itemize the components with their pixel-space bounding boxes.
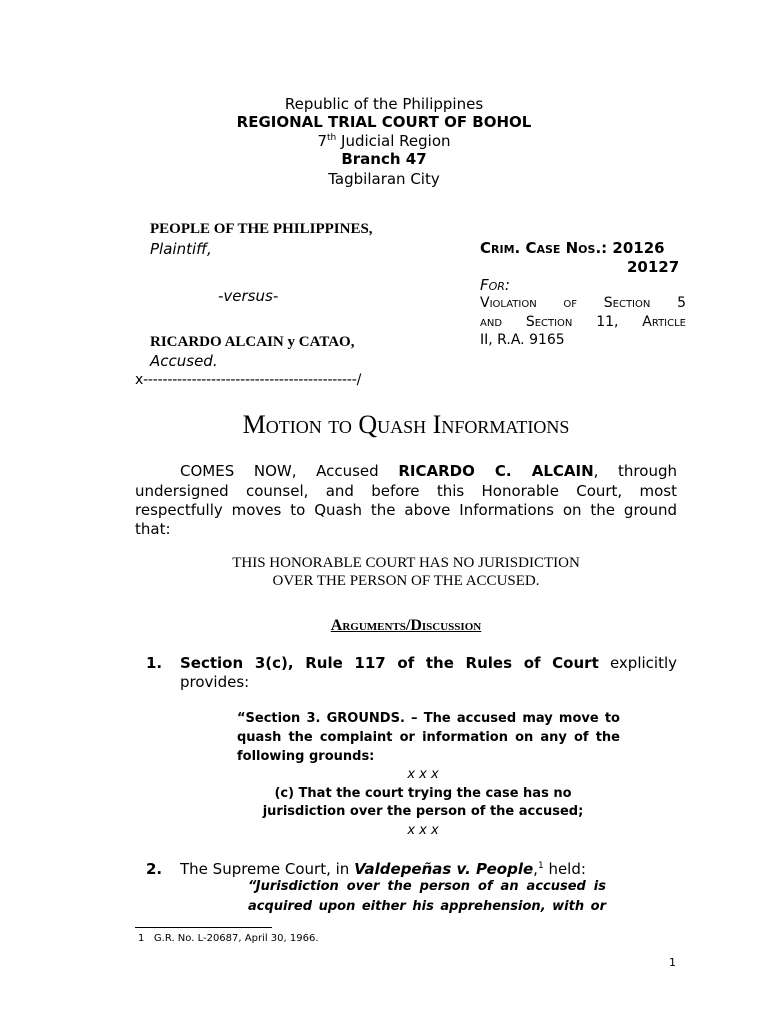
intro-accused-name: RICARDO C. ALCAIN <box>398 462 594 480</box>
item-2-line: The Supreme Court, in Valdepeñas v. People,$^1$ held: <box>180 860 586 878</box>
quote-1-line-1: “Section 3. GROUNDS. – The accused may move to <box>237 711 620 726</box>
case-number-1: 20126 <box>612 239 665 257</box>
case-number-label: Crim. Case Nos.: <box>480 239 608 257</box>
intro-text-b: , through <box>593 462 677 480</box>
item-1-number: 1. <box>146 654 163 672</box>
quote-1-line-5: jurisdiction over the person of the accused; <box>262 804 584 819</box>
for-label: For: <box>480 276 510 294</box>
plaintiff-name: PEOPLE OF THE PHILIPPINES, <box>150 221 373 237</box>
header-city: Tagbilaran City <box>328 170 440 188</box>
intro-line-4: that: <box>135 520 171 538</box>
footnote <box>138 933 319 944</box>
charge-line-3: II, R.A. 9165 <box>480 332 565 348</box>
item-1-rule-citation: Section 3(c), Rule 117 of the Rules of Court <box>180 654 599 672</box>
case-number-2: 20127 <box>627 258 680 276</box>
header-branch: Branch 47 <box>341 150 427 168</box>
intro-line-2: undersigned counsel, and before this Honorable Court, most <box>135 482 677 500</box>
header-judicial-region <box>0 132 768 150</box>
charge-line-1: Violation of Section 5 <box>480 295 686 311</box>
plaintiff-role: Plaintiff, <box>150 240 212 258</box>
versus-label: -versus- <box>218 287 279 305</box>
footnote-separator <box>135 927 272 928</box>
accused-name: RICARDO ALCAIN y CATAO, <box>150 334 355 350</box>
document-title: Motion to Quash Informations <box>242 410 570 439</box>
header-court-name: REGIONAL TRIAL COURT OF BOHOL <box>236 113 532 131</box>
item-1-line-2: provides: <box>180 673 250 691</box>
ground-line-2: OVER THE PERSON OF THE ACCUSED. <box>272 573 540 589</box>
ground-line-1: THIS HONORABLE COURT HAS NO JURISDICTION <box>232 555 580 571</box>
case-number-line-1 <box>480 239 665 257</box>
region-number: 7 <box>317 132 328 150</box>
quote-1-ellipsis-2: x x x <box>407 823 439 838</box>
quote-1-line-2: quash the complaint or information on any of the <box>237 730 620 745</box>
page-number: 1 <box>669 956 676 969</box>
header-republic: Republic of the Philippines <box>284 95 484 113</box>
region-text: Judicial Region <box>336 132 451 150</box>
quote-1-line-4: (c) That the court trying the case has no <box>274 786 572 801</box>
item-1-text: explicitly <box>598 654 677 672</box>
quote-2-line-1: “Jurisdiction over the person of an accused is <box>248 879 606 894</box>
item-2-case-name: Valdepeñas v. People <box>354 860 534 878</box>
region-ordinal: th <box>327 133 337 143</box>
item-2-number: 2. <box>146 860 163 878</box>
intro-text-a: COMES NOW, Accused <box>180 462 399 480</box>
quote-1-line-3: following grounds: <box>237 749 375 764</box>
item-1-line-1 <box>180 654 677 672</box>
charge-line-2: and Section 11, Article <box>480 314 686 330</box>
caption-divider: x--------------------------------------------/ <box>135 372 362 388</box>
item-2-text-a: The Supreme Court, in <box>180 860 355 878</box>
item-2-footnote-mark[interactable]: 1 <box>537 861 544 871</box>
item-2-text-b: held: <box>543 860 586 878</box>
intro-line-3: respectfully moves to Quash the above Informations on the ground <box>135 501 677 519</box>
section-heading: Arguments/Discussion <box>330 617 482 634</box>
intro-line-1 <box>180 462 677 480</box>
accused-role: Accused. <box>150 352 218 370</box>
footnote-mark: 1 <box>138 933 145 944</box>
quote-1-ellipsis-1: x x x <box>407 767 439 782</box>
footnote-text: G.R. No. L-20687, April 30, 1966. <box>153 933 319 944</box>
quote-2-line-2: acquired upon either his apprehension, with or <box>248 899 606 914</box>
